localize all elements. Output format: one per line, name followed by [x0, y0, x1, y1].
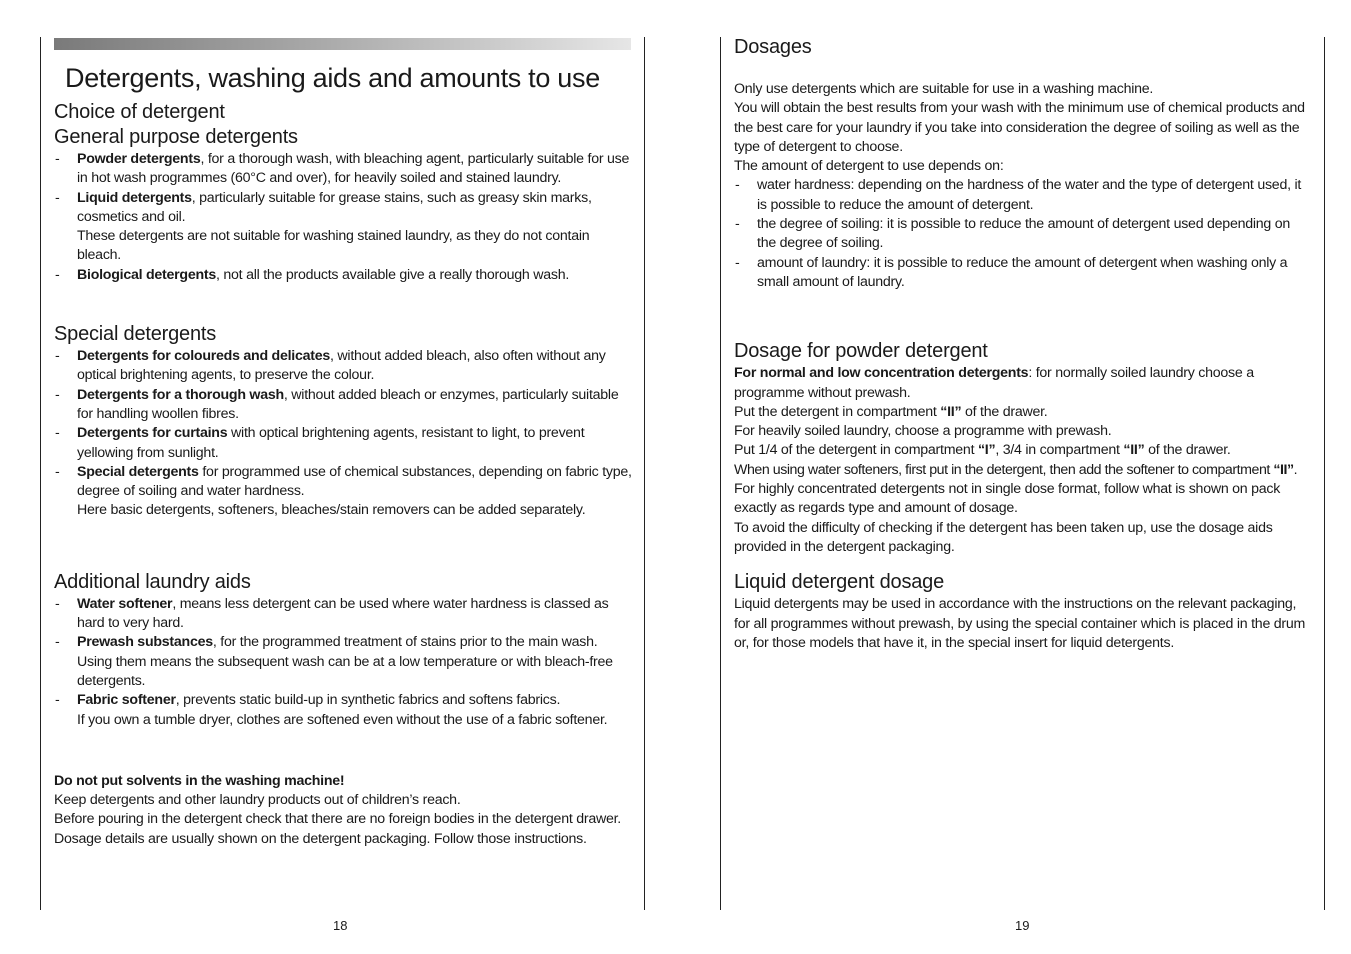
left-page-left-border — [40, 37, 41, 910]
special-heading: Special detergents — [54, 323, 217, 346]
left-page — [54, 60, 632, 849]
list-item — [54, 266, 632, 285]
item-text: with optical brightening agents, resistant to light, to prevent yellowing from sunlight. — [77, 425, 585, 461]
item-text: , for a thorough wash, with bleaching agent, particularly suitable for use in hot wash programmes (60°C and over), for heavily soiled and stained laundry. — [77, 151, 630, 187]
item-term: Liquid detergents — [77, 189, 192, 206]
item-text: , prevents static build-up in synthetic fabrics and softens fabrics. — [175, 692, 561, 709]
dosages-heading: Dosages — [734, 36, 812, 58]
warning-line: Keep detergents and other laundry products out of children’s reach. — [54, 792, 461, 809]
item-term: Biological detergents — [77, 266, 217, 283]
powder-text: When using water softeners, first put in the detergent, then add the softener to compartment — [734, 461, 1274, 478]
item-text: , without added bleach or enzymes, particularly suitable for handling woollen fibres. — [77, 386, 619, 422]
powder-intro — [734, 364, 1309, 403]
warning-heading — [54, 772, 632, 791]
powder-text: of the drawer. — [1144, 442, 1231, 459]
dosages-line: The amount of detergent to use depends on: — [734, 158, 1004, 175]
powder-text: Put 1/4 of the detergent in compartment — [734, 442, 978, 459]
liquid-heading: Liquid detergent dosage — [734, 571, 945, 594]
choice-heading: Choice of detergent — [54, 101, 225, 123]
list-item — [734, 254, 1309, 293]
powder-line: For heavily soiled laundry, choose a programme with prewash. — [734, 423, 1112, 440]
general-heading: General purpose detergents — [54, 126, 298, 148]
compartment-label: “II” — [1123, 442, 1145, 459]
item-term: Detergents for curtains — [77, 425, 228, 442]
item-text: amount of laundry: it is possible to reduce the amount of detergent when washing only a small amount of laundry. — [757, 254, 1288, 290]
page-title: Detergents, washing aids and amounts to use — [65, 63, 600, 93]
powder-line — [734, 403, 1309, 422]
warning-line: Before pouring in the detergent check that there are no foreign bodies in the detergent drawer. — [54, 811, 621, 828]
powder-line: To avoid the difficulty of checking if the detergent has been taken up, use the dosage aids provided in the detergent packaging. — [734, 519, 1273, 555]
powder-text: of the drawer. — [961, 403, 1048, 420]
powder-heading: Dosage for powder detergent — [734, 340, 988, 363]
item-text: , means less detergent can be used where water hardness is classed as hard to very hard. — [77, 595, 609, 632]
item-text: , without added bleach, also often without any optical brightening agents, to preserve the colour. — [77, 348, 606, 384]
powder-text: Put the detergent in compartment — [734, 403, 941, 420]
list-item — [54, 424, 632, 463]
powder-line — [734, 441, 1309, 460]
warning-text: Do not put solvents in the washing machine! — [54, 772, 345, 789]
item-extra: If you own a tumble dryer, clothes are softened even without the use of a fabric softener. — [77, 711, 608, 728]
page-number-left: 18 — [333, 918, 348, 933]
dosages-line: Only use detergents which are suitable for use in a washing machine. — [734, 81, 1154, 97]
left-page-right-border — [644, 37, 645, 910]
item-term: Fabric softener — [77, 692, 176, 709]
item-extra: These detergents are not suitable for washing stained laundry, as they do not contain bleach. — [77, 228, 590, 264]
dosages-line: You will obtain the best results from your wash with the minimum use of chemical products and the best care for your laundry if you take into consideration the degree of soiling as well as the type of detergent to choose. — [734, 100, 1305, 155]
powder-text: , 3/4 in compartment — [995, 442, 1124, 459]
powder-line: For highly concentrated detergents not in single dose format, follow what is shown on pack exactly as regards type and amount of dosage. — [734, 481, 1281, 517]
list-item — [54, 633, 632, 691]
warning-line: Dosage details are usually shown on the detergent packaging. Follow those instructions. — [54, 830, 587, 847]
item-term: Prewash substances — [77, 634, 213, 651]
general-list — [54, 150, 632, 285]
powder-bold: For normal and low concentration detergents — [734, 365, 1029, 382]
item-term: Powder detergents — [77, 151, 201, 167]
compartment-label: “II” — [1273, 461, 1294, 478]
powder-line — [734, 461, 1309, 480]
compartment-label: “I” — [977, 442, 996, 459]
item-text: for programmed use of chemical substances, depending on fabric type, degree of soiling and water hardness. — [77, 463, 632, 500]
list-item — [734, 215, 1309, 254]
liquid-text: Liquid detergents may be used in accordance with the instructions on the relevant packaging, for all programmes without prewash, by using the special container which is placed in the drum or, for those models that have it, in the special insert for liquid detergents. — [734, 596, 1306, 651]
right-page — [734, 33, 1309, 653]
additional-list — [54, 595, 632, 730]
item-text: the degree of soiling: it is possible to reduce the amount of detergent used depending on the degree of soiling. — [757, 216, 1291, 252]
compartment-label: “II” — [940, 403, 962, 420]
right-page-left-border — [720, 37, 721, 910]
special-list — [54, 347, 632, 521]
page-number-right: 19 — [1015, 918, 1030, 933]
list-item — [734, 176, 1309, 215]
list-item — [54, 595, 632, 634]
dosages-list — [734, 176, 1309, 292]
item-text: water hardness: depending on the hardness of the water and the type of detergent used, it is possible to reduce the amount of detergent. — [757, 177, 1302, 213]
item-text: , not all the products available give a really thorough wash. — [216, 266, 570, 283]
list-item — [54, 691, 632, 730]
item-text: , particularly suitable for grease stains, such as greasy skin marks, cosmetics and oil. — [77, 189, 592, 225]
list-item — [54, 463, 632, 521]
list-item — [54, 150, 632, 189]
item-extra: Here basic detergents, softeners, bleaches/stain removers can be added separately. — [77, 502, 586, 519]
item-term: Detergents for coloureds and delicates — [77, 348, 331, 365]
title-gradient-bar — [54, 38, 631, 50]
list-item — [54, 347, 632, 386]
additional-heading: Additional laundry aids — [54, 570, 251, 593]
right-page-right-border — [1324, 37, 1325, 910]
item-term: Detergents for a thorough wash — [77, 386, 284, 403]
list-item — [54, 386, 632, 425]
powder-text: . — [1293, 461, 1298, 478]
item-extra: Using them means the subsequent wash can be at a low temperature or with bleach-free detergents. — [77, 653, 613, 689]
item-text: , for the programmed treatment of stains prior to the main wash. — [212, 634, 598, 651]
item-term: Water softener — [77, 595, 173, 612]
powder-intro-text: : for normally soiled laundry choose a programme without prewash. — [734, 365, 1254, 401]
item-term: Special detergents — [77, 463, 199, 480]
list-item — [54, 189, 632, 266]
